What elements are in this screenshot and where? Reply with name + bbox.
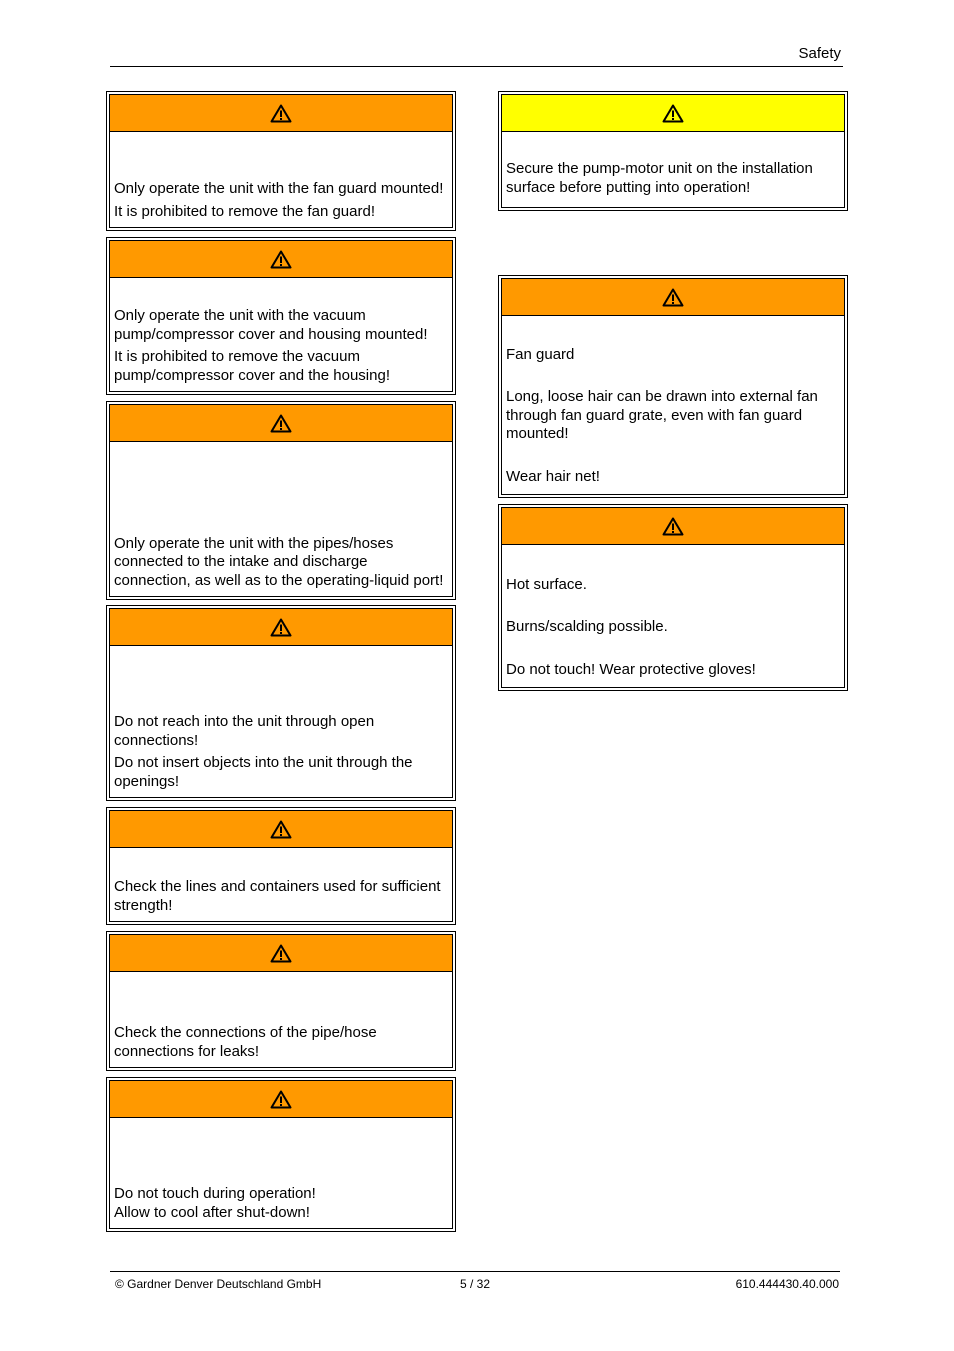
warning-band [502, 508, 844, 545]
warning-line: Fan guard [506, 345, 575, 363]
warning-line: Check the connections of the pipe/hose connections for leaks! [114, 1024, 377, 1060]
warning-line: Check the lines and containers used for sufficient strength! [114, 878, 441, 914]
warning-line: Do not reach into the unit through open connections! [114, 713, 375, 749]
warning-text [110, 848, 452, 921]
caution-band [502, 95, 844, 132]
warning-line: Allow to cool after shut-down! [114, 1204, 310, 1221]
footer-doc-number: 610.444430.40.000 [735, 1277, 839, 1291]
warning-box-lines-strength [106, 807, 456, 925]
warning-text [502, 545, 844, 687]
warning-triangle-icon [270, 250, 292, 269]
warning-box-openings [106, 605, 456, 801]
warning-triangle-icon [662, 288, 684, 307]
footer-page-number: 5 / 32 [460, 1277, 491, 1291]
warning-line: Do not touch! Wear protective gloves! [506, 660, 756, 678]
warning-triangle-icon [662, 104, 684, 123]
warning-line: Burns/scalding possible. [506, 618, 668, 635]
warning-band [110, 935, 452, 972]
warning-line: Long, loose hair can be drawn into external fan through fan guard grate, even with fan guard mounted! [506, 388, 818, 442]
warning-band [110, 1081, 452, 1118]
page-header-title: Safety [798, 45, 841, 62]
warning-line: Hot surface. [506, 575, 587, 593]
caution-line: Secure the pump-motor unit on the installation surface before putting into operation! [506, 160, 813, 196]
warning-box-leaks [106, 931, 456, 1071]
warning-band [110, 405, 452, 442]
warning-triangle-icon [270, 618, 292, 637]
caution-text [502, 132, 844, 207]
warning-box-hot-operation [106, 1077, 456, 1232]
warning-triangle-icon [270, 1090, 292, 1109]
warning-box-hot-surface [498, 504, 848, 691]
warning-band [110, 609, 452, 646]
warning-box-housing [106, 237, 456, 395]
warning-box-pipes [106, 401, 456, 600]
warning-triangle-icon [270, 820, 292, 839]
warning-box-fan-guard [106, 91, 456, 231]
warning-text [110, 278, 452, 391]
warning-line: Do not insert objects into the unit through the openings! [114, 754, 413, 790]
warning-band [502, 279, 844, 316]
warning-text [110, 442, 452, 596]
warning-line: Do not touch during operation! [114, 1185, 316, 1202]
warning-text [110, 132, 452, 227]
warning-line: It is prohibited to remove the vacuum pump/compressor cover and the housing! [114, 348, 390, 384]
warning-box-hair [498, 275, 848, 498]
warning-triangle-icon [270, 104, 292, 123]
warning-text [110, 1118, 452, 1228]
warning-triangle-icon [270, 944, 292, 963]
warning-line: Only operate the unit with the fan guard mounted! [114, 180, 444, 197]
warning-triangle-icon [662, 517, 684, 536]
header-rule [110, 66, 843, 67]
warning-band [110, 95, 452, 132]
footer-rule [110, 1271, 840, 1272]
warning-line: It is prohibited to remove the fan guard! [114, 202, 375, 220]
warning-text [502, 316, 844, 494]
warning-text [110, 646, 452, 797]
warning-triangle-icon [270, 414, 292, 433]
warning-line: Wear hair net! [506, 467, 600, 485]
warning-line: Only operate the unit with the vacuum pump/compressor cover and housing mounted! [114, 307, 428, 343]
warning-text [110, 972, 452, 1067]
warning-band [110, 241, 452, 278]
footer-copyright: © Gardner Denver Deutschland GmbH [115, 1277, 322, 1291]
warning-band [110, 811, 452, 848]
warning-line: Only operate the unit with the pipes/hoses connected to the intake and discharge connection, as well as to the operating-liquid port! [114, 534, 444, 589]
caution-box-secure-unit [498, 91, 848, 211]
